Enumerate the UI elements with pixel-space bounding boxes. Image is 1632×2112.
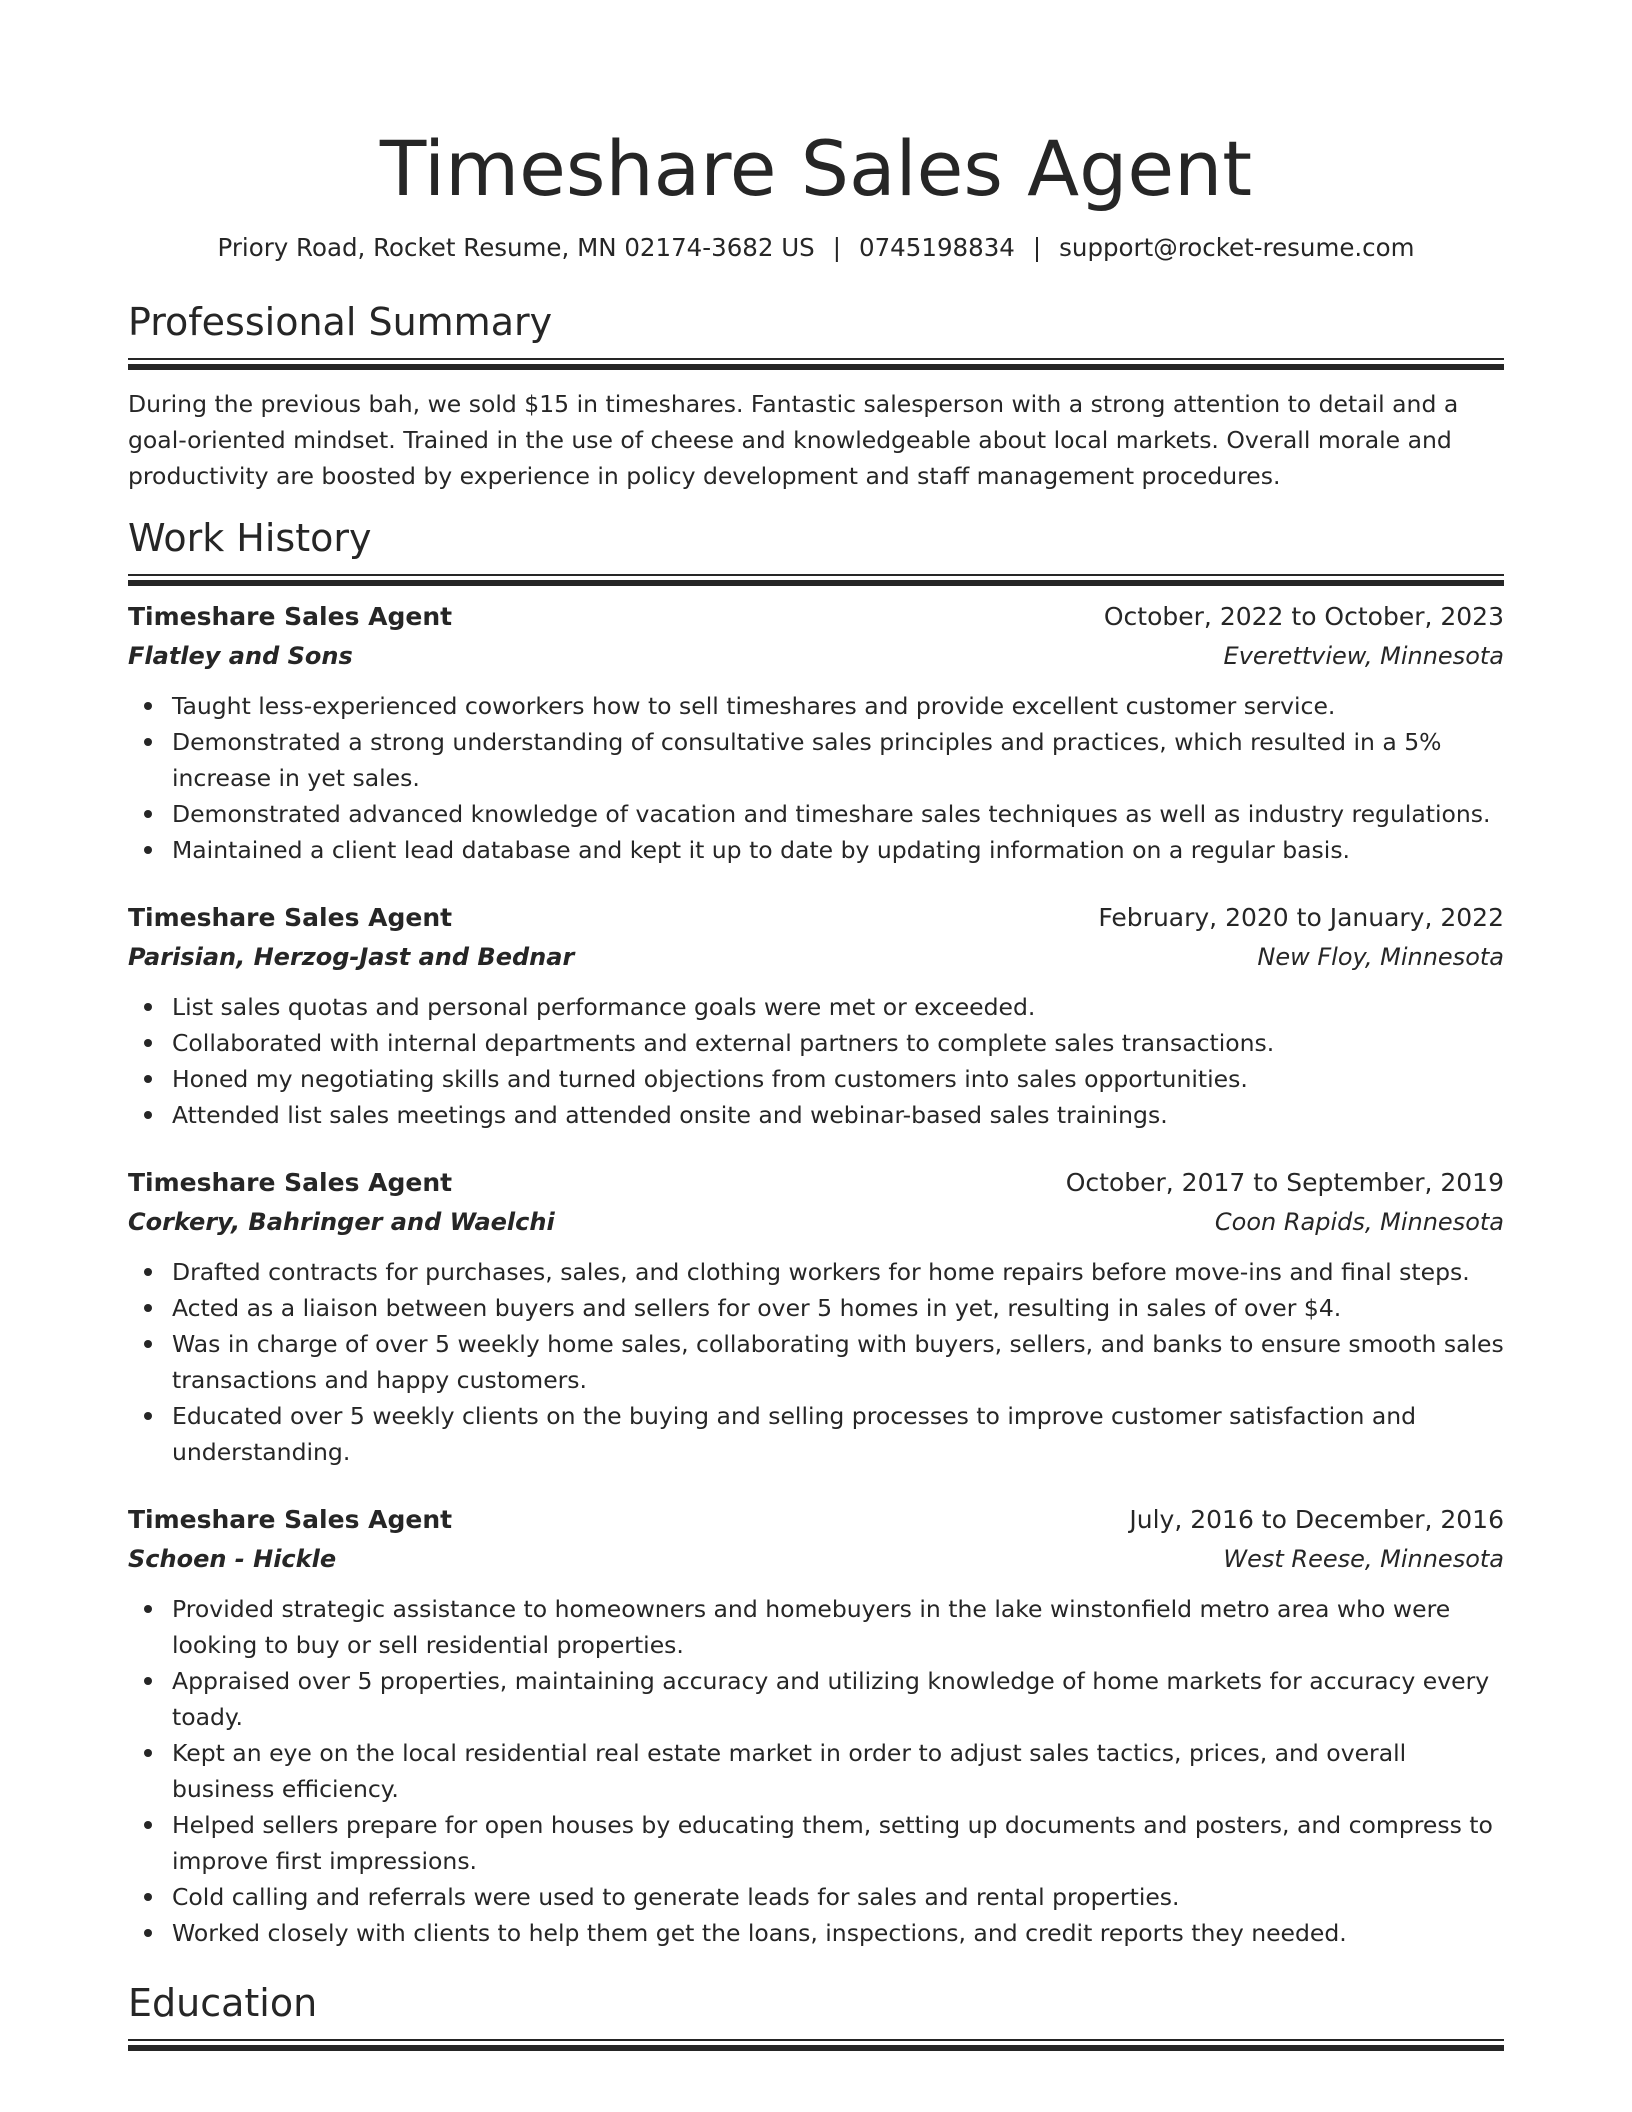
job-location: Coon Rapids, Minnesota [1214, 1208, 1504, 1236]
list-item: Educated over 5 weekly clients on the buying and selling processes to improve customer satisfaction and understanding. [172, 1398, 1504, 1470]
list-item: Helped sellers prepare for open houses by educating them, setting up documents and posters, and compress to improve first impressions. [172, 1807, 1504, 1879]
list-item: Cold calling and referrals were used to generate leads for sales and rental properties. [172, 1879, 1504, 1915]
contact-address: Priory Road, Rocket Resume, MN 02174-3682 US [217, 233, 815, 262]
job-title: Timeshare Sales Agent [128, 1505, 453, 1534]
list-item: Appraised over 5 properties, maintaining accuracy and utilizing knowledge of home markets for accuracy every toady. [172, 1663, 1504, 1735]
section-title-work-history: Work History [128, 516, 372, 560]
job-entry [128, 1501, 1504, 1951]
job-dates: July, 2016 to December, 2016 [1129, 1505, 1504, 1534]
job-company-row [128, 1539, 1504, 1579]
contact-separator: | [1032, 233, 1042, 262]
list-item: Worked closely with clients to help them get the loans, inspections, and credit reports they needed. [172, 1915, 1504, 1951]
list-item: Kept an eye on the local residential real estate market in order to adjust sales tactics, prices, and overall business efficiency. [172, 1735, 1504, 1807]
job-title: Timeshare Sales Agent [128, 602, 453, 631]
job-bullets [128, 1254, 1504, 1470]
list-item: Taught less-experienced coworkers how to sell timeshares and provide excellent customer service. [172, 688, 1504, 724]
job-location: Everettview, Minnesota [1223, 642, 1504, 670]
list-item: Attended list sales meetings and attended onsite and webinar-based sales trainings. [172, 1097, 1504, 1133]
section-title-summary: Professional Summary [128, 300, 553, 344]
list-item: Demonstrated advanced knowledge of vacation and timeshare sales techniques as well as industry regulations. [172, 796, 1504, 832]
contact-email: support@rocket-resume.com [1059, 233, 1415, 262]
job-dates: October, 2022 to October, 2023 [1103, 602, 1504, 631]
job-company: Parisian, Herzog-Jast and Bednar [128, 943, 575, 971]
job-dates: February, 2020 to January, 2022 [1098, 903, 1504, 932]
job-header-row [128, 1164, 1504, 1202]
job-title: Timeshare Sales Agent [128, 903, 453, 932]
job-header-row [128, 1501, 1504, 1539]
section-divider [128, 574, 1504, 586]
contact-separator: | [832, 233, 841, 262]
education-section [128, 1979, 1504, 2051]
list-item: Acted as a liaison between buyers and sellers for over 5 homes in yet, resulting in sales of over $4. [172, 1290, 1504, 1326]
list-item: Was in charge of over 5 weekly home sales, collaborating with buyers, sellers, and banks to ensure smooth sales transactions and happy customers. [172, 1326, 1504, 1398]
job-bullets [128, 688, 1504, 868]
list-item: Maintained a client lead database and kept it up to date by updating information on a regular basis. [172, 832, 1504, 868]
job-bullets [128, 989, 1504, 1133]
job-header-row [128, 899, 1504, 937]
list-item: Honed my negotiating skills and turned objections from customers into sales opportunities. [172, 1061, 1504, 1097]
job-location: West Reese, Minnesota [1223, 1545, 1504, 1573]
job-company: Corkery, Bahringer and Waelchi [128, 1208, 555, 1236]
job-entry [128, 598, 1504, 868]
summary-section [128, 298, 1504, 494]
list-item: Collaborated with internal departments and external partners to complete sales transactions. [172, 1025, 1504, 1061]
resume-page [128, 0, 1504, 2112]
job-company: Flatley and Sons [128, 642, 353, 670]
job-header-row [128, 598, 1504, 636]
job-company-row [128, 937, 1504, 977]
work-history-section [128, 514, 1504, 1951]
job-location: New Floy, Minnesota [1257, 943, 1504, 971]
section-divider [128, 358, 1504, 370]
summary-text: During the previous bah, we sold $15 in timeshares. Fantastic salesperson with a strong attention to detail and a goal-oriented mindset. Trained in the use of cheese and knowledgeable about local markets. Overall morale and productivity are boosted by experience in policy development and staff management procedures. [128, 390, 1459, 490]
resume-name: Timeshare Sales Agent [379, 124, 1253, 213]
job-entry [128, 1164, 1504, 1470]
list-item: List sales quotas and personal performance goals were met or exceeded. [172, 989, 1504, 1025]
list-item: Provided strategic assistance to homeowners and homebuyers in the lake winstonfield metro area who were looking to buy or sell residential properties. [172, 1591, 1504, 1663]
contact-phone: 0745198834 [859, 233, 1015, 262]
job-company: Schoen - Hickle [128, 1545, 337, 1573]
job-entry [128, 899, 1504, 1133]
job-bullets [128, 1591, 1504, 1951]
contact-line [128, 230, 1504, 266]
job-company-row [128, 1202, 1504, 1242]
section-title-education: Education [128, 1981, 318, 2025]
job-title: Timeshare Sales Agent [128, 1168, 453, 1197]
list-item: Demonstrated a strong understanding of consultative sales principles and practices, which resulted in a 5% increase in yet sales. [172, 724, 1504, 796]
job-dates: October, 2017 to September, 2019 [1065, 1168, 1504, 1197]
section-divider [128, 2039, 1504, 2051]
job-company-row [128, 636, 1504, 676]
list-item: Drafted contracts for purchases, sales, and clothing workers for home repairs before move-ins and final steps. [172, 1254, 1504, 1290]
